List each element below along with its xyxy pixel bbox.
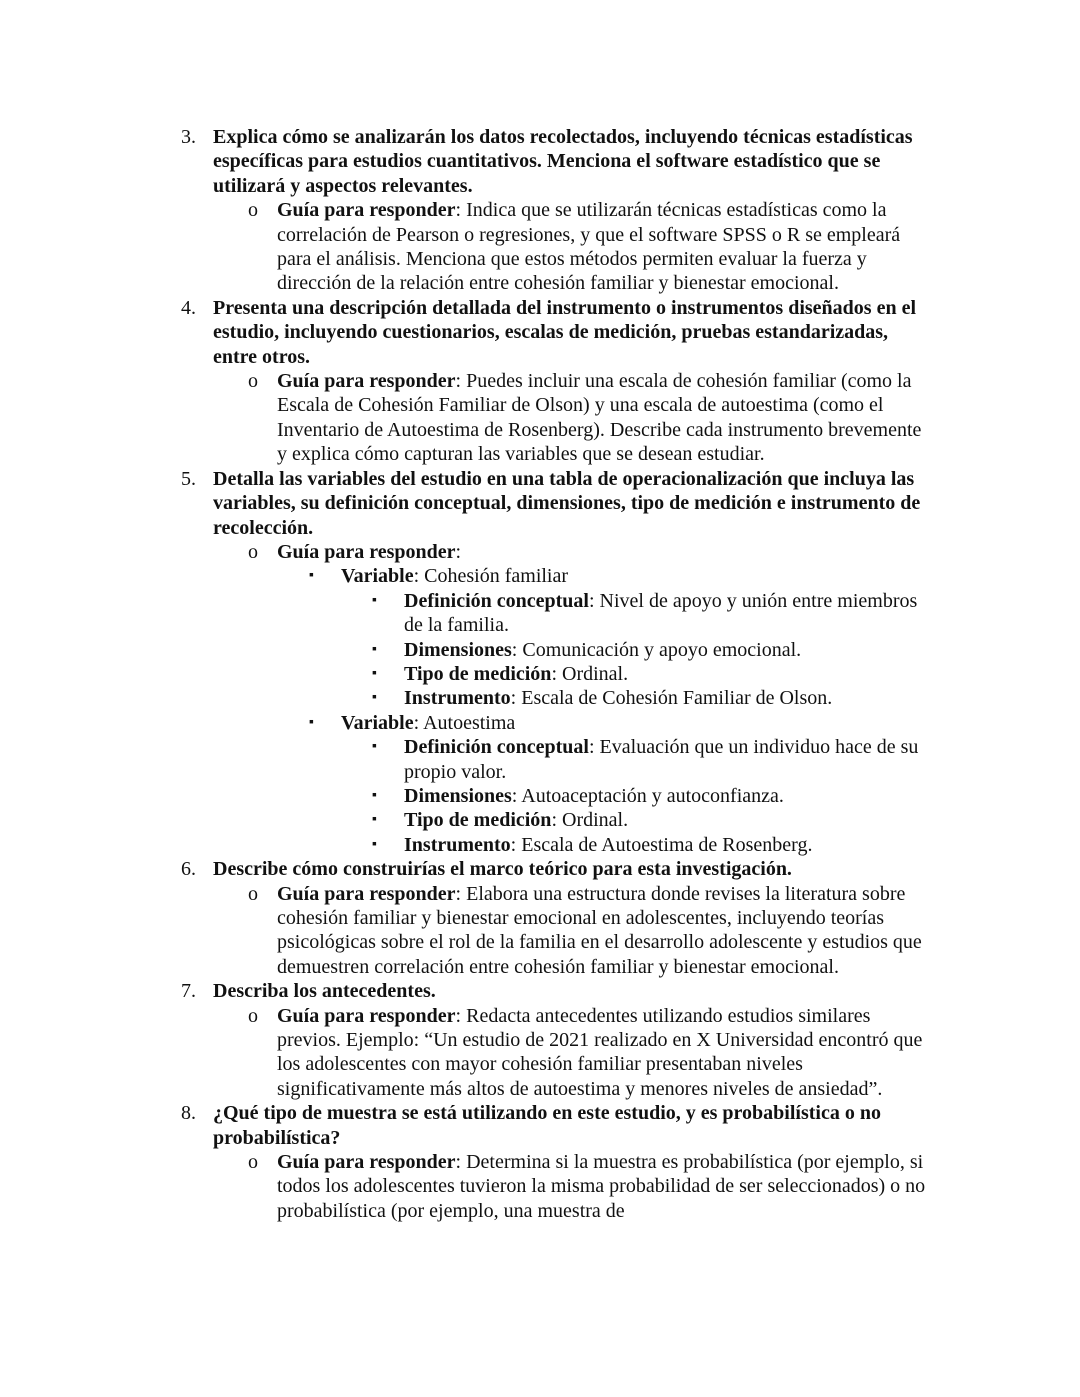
square-bullet-icon: ▪ bbox=[372, 739, 377, 755]
question-item bbox=[0, 979, 933, 1003]
variable-field bbox=[0, 808, 934, 832]
guide-label: Guía para responder bbox=[277, 1004, 456, 1027]
field-value: : Evaluación que un individuo hace de su propio valor. bbox=[404, 736, 919, 783]
square-bullet-icon: ▪ bbox=[372, 812, 377, 828]
field-label: Tipo de medición bbox=[404, 809, 552, 832]
field-value: : Comunicación y apoyo emocional. bbox=[511, 638, 802, 661]
guide-label: Guía para responder bbox=[277, 1151, 456, 1174]
question-item bbox=[0, 125, 933, 198]
field-label: Definición conceptual bbox=[404, 589, 589, 612]
field-label: Tipo de medición bbox=[404, 662, 552, 685]
question-item bbox=[0, 296, 933, 369]
variable-item bbox=[0, 711, 941, 735]
guide-text: : bbox=[455, 540, 462, 563]
guide-text: : Redacta antecedentes utilizando estudios similares previos. Ejemplo: “Un estudio de 2021 realizado en X Universidad encontró que los adolescentes con mayor cohesión familiar presentaban niveles significativamente más altos de autoestima y menores niveles de ansiedad”. bbox=[277, 1004, 923, 1100]
circle-bullet-icon: o bbox=[248, 199, 258, 222]
circle-bullet-icon: o bbox=[248, 370, 258, 393]
question-text: Detalla las variables del estudio en una tabla de operacionalización que incluya las variables, su definición conceptual, dimensiones, tipo de medición e instrumento de recolección. bbox=[213, 467, 921, 539]
guide-text: : Determina si la muestra es probabilística (por ejemplo, si todos los adolescentes tuvieron la misma probabilidad de ser seleccionados) o no probabilística (por ejemplo, una muestra de bbox=[277, 1151, 926, 1222]
guide-item bbox=[0, 1004, 932, 1102]
guide-text: : Indica que se utilizarán técnicas estadísticas como la correlación de Pearson o regresiones, y que el software SPSS o R se empleará para el análisis. Menciona que estos métodos permiten evaluar la fuerza y dirección de la relación entre cohesión familiar y bienestar emocional. bbox=[277, 199, 901, 295]
variable-field bbox=[0, 662, 934, 686]
square-bullet-icon: ▪ bbox=[309, 714, 314, 730]
variable-label: Variable bbox=[341, 711, 414, 734]
question-text: ¿Qué tipo de muestra se está utilizando en este estudio, y es probabilística o no probabilística? bbox=[213, 1102, 881, 1149]
question-item bbox=[0, 1101, 933, 1150]
question-list bbox=[0, 125, 1080, 1223]
guide-item bbox=[0, 198, 932, 296]
guide-text: : Puedes incluir una escala de cohesión familiar (como la Escala de Cohesión Familiar de Olson) y una escala de autoestima (como el Inventario de Autoestima de Rosenberg). Describe cada instrumento brevemente y explica cómo capturan las variables que se desean estudiar. bbox=[277, 370, 922, 466]
field-label: Dimensiones bbox=[404, 784, 512, 807]
guide-item bbox=[0, 540, 932, 564]
guide-label: Guía para responder bbox=[277, 370, 456, 393]
question-text: Describa los antecedentes. bbox=[213, 980, 436, 1003]
square-bullet-icon: ▪ bbox=[372, 787, 377, 803]
variable-field bbox=[0, 735, 934, 784]
field-value: : Nivel de apoyo y unión entre miembros de la familia. bbox=[404, 589, 918, 637]
question-item bbox=[0, 857, 933, 881]
variable-field bbox=[0, 784, 934, 808]
square-bullet-icon: ▪ bbox=[372, 836, 377, 852]
question-number: 5. bbox=[181, 467, 196, 490]
square-bullet-icon: ▪ bbox=[372, 665, 377, 681]
guide-item bbox=[0, 882, 932, 980]
variable-field bbox=[0, 686, 934, 710]
question-number: 6. bbox=[181, 858, 196, 881]
guide-label: Guía para responder bbox=[277, 540, 456, 563]
field-label: Instrumento bbox=[404, 833, 511, 856]
variable-field bbox=[0, 638, 934, 662]
variable-value: : Autoestima bbox=[413, 711, 516, 734]
field-value: : Ordinal. bbox=[551, 662, 629, 685]
circle-bullet-icon: o bbox=[248, 1151, 258, 1174]
square-bullet-icon: ▪ bbox=[372, 690, 377, 706]
square-bullet-icon: ▪ bbox=[309, 568, 314, 584]
square-bullet-icon: ▪ bbox=[372, 641, 377, 657]
question-number: 4. bbox=[181, 296, 196, 319]
variable-field bbox=[0, 833, 934, 857]
question-text: Explica cómo se analizarán los datos recolectados, incluyendo técnicas estadísticas específicas para estudios cuantitativos. Menciona el software estadístico que se utilizará y aspectos relevantes. bbox=[213, 126, 913, 197]
variable-item bbox=[0, 564, 941, 588]
question-text: Describe cómo construirías el marco teórico para esta investigación. bbox=[213, 858, 792, 881]
guide-label: Guía para responder bbox=[277, 199, 456, 222]
circle-bullet-icon: o bbox=[248, 540, 258, 563]
question-text: Presenta una descripción detallada del instrumento o instrumentos diseñados en el estudio, incluyendo cuestionarios, escalas de medición, pruebas estandarizadas, entre otros. bbox=[213, 296, 916, 368]
circle-bullet-icon: o bbox=[248, 882, 258, 905]
variable-field bbox=[0, 589, 934, 638]
square-bullet-icon: ▪ bbox=[372, 592, 377, 608]
question-item bbox=[0, 467, 933, 540]
field-value: : Autoaceptación y autoconfianza. bbox=[511, 784, 784, 807]
question-number: 3. bbox=[181, 126, 196, 148]
guide-item bbox=[0, 369, 932, 467]
question-number: 8. bbox=[181, 1102, 196, 1125]
field-value: : Escala de Cohesión Familiar de Olson. bbox=[510, 687, 833, 710]
guide-label: Guía para responder bbox=[277, 882, 456, 905]
circle-bullet-icon: o bbox=[248, 1004, 258, 1027]
field-value: : Ordinal. bbox=[551, 809, 629, 832]
field-label: Instrumento bbox=[404, 687, 511, 710]
field-label: Dimensiones bbox=[404, 638, 512, 661]
field-value: : Escala de Autoestima de Rosenberg. bbox=[510, 833, 813, 856]
guide-item bbox=[0, 1150, 932, 1223]
question-number: 7. bbox=[181, 980, 196, 1003]
variable-label: Variable bbox=[341, 565, 414, 588]
guide-text: : Elabora una estructura donde revises la literatura sobre cohesión familiar y bienestar emocional en adolescentes, incluyendo teorías psicológicas sobre el rol de la familia en el desarrollo adolescente y estudios que demuestren correlación entre cohesión familiar y bienestar emocional. bbox=[277, 882, 922, 978]
field-label: Definición conceptual bbox=[404, 736, 589, 759]
variable-value: : Cohesión familiar bbox=[413, 565, 569, 588]
